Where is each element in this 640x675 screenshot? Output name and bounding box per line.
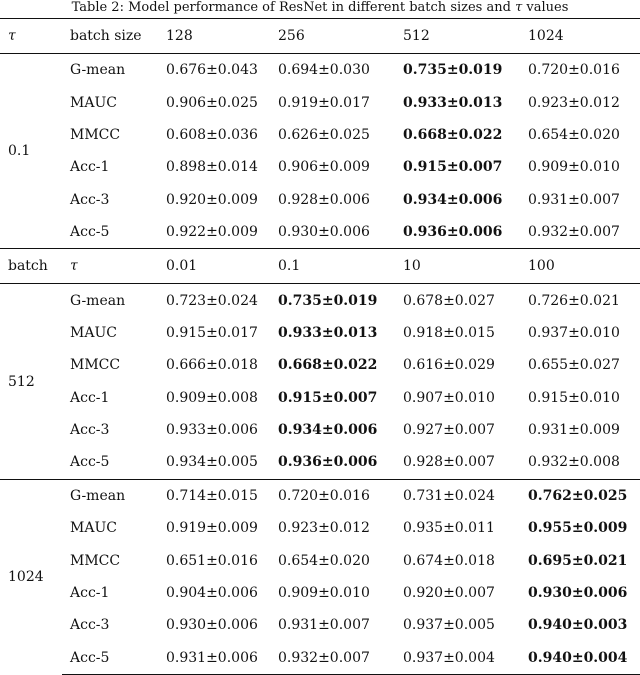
best-value-cell: 0.936±0.006 xyxy=(403,224,503,241)
value-cell: 0.655±0.027 xyxy=(528,357,620,374)
value-cell: 0.723±0.024 xyxy=(158,284,270,317)
table-row xyxy=(0,184,640,216)
value-cell: 0.674±0.018 xyxy=(403,552,495,569)
best-value-cell: 0.668±0.022 xyxy=(403,126,503,143)
value-cell: 0.937±0.004 xyxy=(395,642,520,675)
value-cell: 0.915±0.017 xyxy=(166,324,258,341)
value-cell: 0.930±0.006 xyxy=(166,617,258,634)
header-cell: 100 xyxy=(520,249,640,284)
table-row xyxy=(0,642,640,675)
best-value-cell: 0.915±0.007 xyxy=(403,159,503,176)
header-cell: 10 xyxy=(395,249,520,284)
metric-cell: Acc-3 xyxy=(70,422,110,439)
metric-cell: MAUC xyxy=(70,94,117,111)
value-cell: 0.898±0.014 xyxy=(166,159,258,176)
header-cell: 512 xyxy=(395,19,520,54)
value-cell: 0.906±0.009 xyxy=(278,159,370,176)
value-cell: 0.909±0.010 xyxy=(528,159,620,176)
metric-cell: G-mean xyxy=(62,479,158,512)
value-cell: 0.937±0.010 xyxy=(528,324,620,341)
best-value-cell: 0.933±0.013 xyxy=(278,324,378,341)
table-row xyxy=(0,151,640,183)
value-cell: 0.904±0.006 xyxy=(166,585,258,602)
value-cell: 0.920±0.007 xyxy=(403,585,495,602)
caption-tau-symbol: τ xyxy=(515,0,523,15)
metric-cell: Acc-3 xyxy=(70,191,110,208)
table-row xyxy=(0,382,640,414)
value-cell: 0.720±0.016 xyxy=(520,54,640,87)
value-cell: 0.915±0.010 xyxy=(528,389,620,406)
value-cell: 0.931±0.007 xyxy=(278,617,370,634)
value-cell: 0.909±0.008 xyxy=(166,389,258,406)
value-cell: 0.654±0.020 xyxy=(528,126,620,143)
value-cell: 0.933±0.006 xyxy=(166,422,258,439)
metric-cell: Acc-5 xyxy=(70,454,110,471)
metric-cell: G-mean xyxy=(62,284,158,317)
value-cell: 0.608±0.036 xyxy=(166,126,258,143)
value-cell: 0.922±0.009 xyxy=(166,224,258,241)
value-cell: 0.932±0.007 xyxy=(270,642,395,675)
metric-cell: Acc-1 xyxy=(70,159,110,176)
header-cell: 0.1 xyxy=(270,249,395,284)
value-cell: 0.731±0.024 xyxy=(395,479,520,512)
table-row xyxy=(0,86,640,118)
table-row xyxy=(0,446,640,479)
value-cell: 0.923±0.012 xyxy=(528,94,620,111)
value-cell: 0.626±0.025 xyxy=(278,126,370,143)
caption-suffix: values xyxy=(522,0,569,15)
value-cell: 0.676±0.043 xyxy=(158,54,270,87)
value-cell: 0.651±0.016 xyxy=(166,552,258,569)
value-cell: 0.909±0.010 xyxy=(278,585,370,602)
value-cell: 0.932±0.007 xyxy=(528,224,620,241)
value-cell: 0.918±0.015 xyxy=(403,324,495,341)
value-cell: 0.694±0.030 xyxy=(270,54,395,87)
value-cell: 0.934±0.005 xyxy=(166,454,258,471)
metric-cell: Acc-1 xyxy=(70,389,110,406)
best-value-cell: 0.933±0.013 xyxy=(403,94,503,111)
metric-cell: Acc-1 xyxy=(70,585,110,602)
best-value-cell: 0.668±0.022 xyxy=(278,357,378,374)
value-cell: 0.720±0.016 xyxy=(270,479,395,512)
table-row xyxy=(0,284,640,317)
table-row xyxy=(0,609,640,641)
best-value-cell: 0.934±0.006 xyxy=(403,191,503,208)
metric-cell: Acc-5 xyxy=(70,224,110,241)
best-value-cell: 0.762±0.025 xyxy=(520,479,640,512)
group-label: 0.1 xyxy=(0,54,62,249)
table-row xyxy=(0,479,640,512)
value-cell: 0.931±0.006 xyxy=(158,642,270,675)
best-value-cell: 0.940±0.004 xyxy=(520,642,640,675)
results-table xyxy=(0,18,640,675)
header-cell: 1024 xyxy=(520,19,640,54)
value-cell: 0.726±0.021 xyxy=(520,284,640,317)
metric-cell: MAUC xyxy=(70,520,117,537)
table-header-row xyxy=(0,19,640,54)
results-table-body xyxy=(0,19,640,675)
table-row xyxy=(0,349,640,381)
header-cell: τ xyxy=(62,249,158,284)
metric-cell: Acc-3 xyxy=(70,617,110,634)
value-cell: 0.928±0.006 xyxy=(278,191,370,208)
best-value-cell: 0.930±0.006 xyxy=(528,585,628,602)
value-cell: 0.666±0.018 xyxy=(166,357,258,374)
best-value-cell: 0.695±0.021 xyxy=(528,552,628,569)
value-cell: 0.935±0.011 xyxy=(403,520,495,537)
value-cell: 0.678±0.027 xyxy=(395,284,520,317)
best-value-cell: 0.940±0.003 xyxy=(528,617,628,634)
value-cell: 0.931±0.009 xyxy=(528,422,620,439)
table-caption xyxy=(0,0,640,16)
header-cell: batch xyxy=(0,249,62,284)
table-row xyxy=(0,512,640,544)
metric-cell: Acc-5 xyxy=(62,642,158,675)
best-value-cell: 0.934±0.006 xyxy=(278,422,378,439)
value-cell: 0.714±0.015 xyxy=(158,479,270,512)
table-row xyxy=(0,577,640,609)
value-cell: 0.923±0.012 xyxy=(278,520,370,537)
value-cell: 0.928±0.007 xyxy=(403,454,495,471)
value-cell: 0.907±0.010 xyxy=(403,389,495,406)
header-cell: 0.01 xyxy=(158,249,270,284)
table-row xyxy=(0,317,640,349)
metric-cell: MAUC xyxy=(70,324,117,341)
metric-cell: MMCC xyxy=(70,357,121,374)
best-value-cell: 0.936±0.006 xyxy=(278,454,378,471)
value-cell: 0.616±0.029 xyxy=(403,357,495,374)
value-cell: 0.906±0.025 xyxy=(166,94,258,111)
value-cell: 0.919±0.017 xyxy=(278,94,370,111)
group-label: 1024 xyxy=(0,479,62,674)
table-header-row xyxy=(0,249,640,284)
header-cell: 256 xyxy=(270,19,395,54)
metric-cell: MMCC xyxy=(70,552,121,569)
header-cell: 128 xyxy=(158,19,270,54)
group-label: 512 xyxy=(0,284,62,479)
value-cell: 0.654±0.020 xyxy=(278,552,370,569)
best-value-cell: 0.915±0.007 xyxy=(278,389,378,406)
best-value-cell: 0.735±0.019 xyxy=(270,284,395,317)
value-cell: 0.931±0.007 xyxy=(528,191,620,208)
table-row xyxy=(0,544,640,576)
metric-cell: G-mean xyxy=(62,54,158,87)
caption-prefix: Table 2: Model performance of ResNet in different batch sizes and xyxy=(71,0,516,15)
table-row xyxy=(0,119,640,151)
table-row xyxy=(0,54,640,87)
best-value-cell: 0.955±0.009 xyxy=(528,520,628,537)
value-cell: 0.932±0.008 xyxy=(528,454,620,471)
value-cell: 0.927±0.007 xyxy=(403,422,495,439)
value-cell: 0.930±0.006 xyxy=(278,224,370,241)
header-cell: batch size xyxy=(62,19,158,54)
value-cell: 0.920±0.009 xyxy=(166,191,258,208)
table-row xyxy=(0,414,640,446)
value-cell: 0.937±0.005 xyxy=(403,617,495,634)
header-cell: τ xyxy=(0,19,62,54)
value-cell: 0.919±0.009 xyxy=(166,520,258,537)
best-value-cell: 0.735±0.019 xyxy=(395,54,520,87)
metric-cell: MMCC xyxy=(70,126,121,143)
table-row xyxy=(0,216,640,249)
